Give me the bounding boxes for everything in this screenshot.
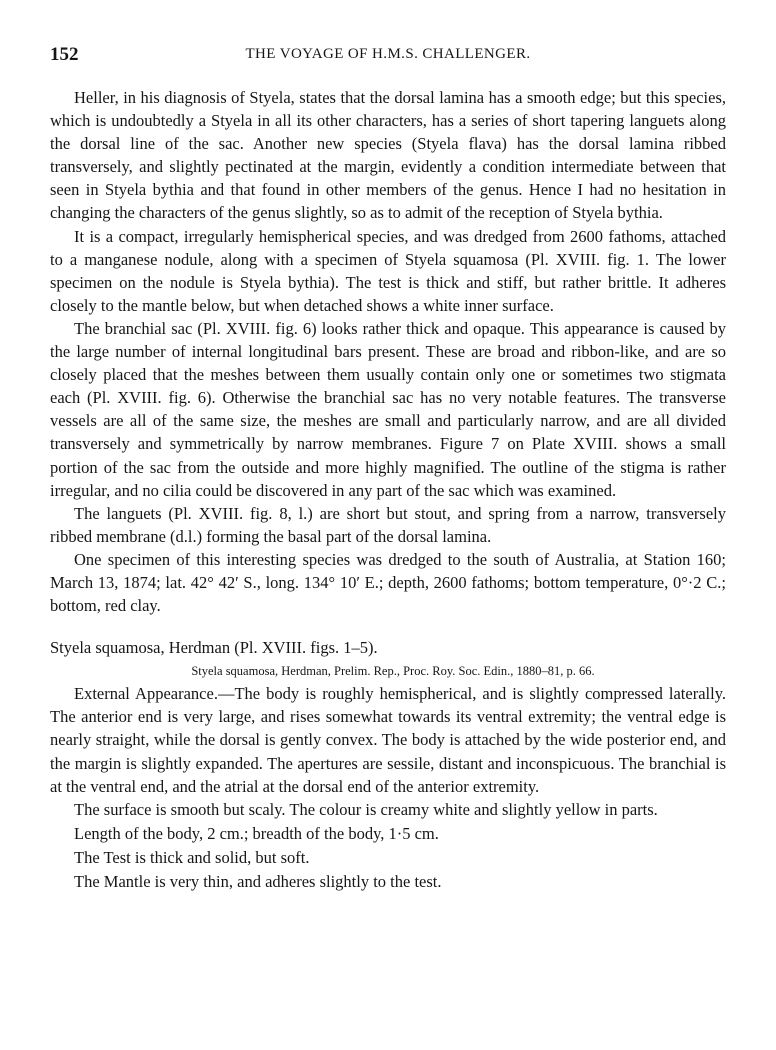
paragraph-languets: The languets (Pl. XVIII. fig. 8, l.) are short but stout, and spring from a narrow, transversely ribbed membrane (d.l.) forming the basal part of the dorsal lamina.	[50, 503, 726, 546]
synonymy-reference: Styela squamosa, Herdman, Prelim. Rep., Proc. Roy. Soc. Edin., 1880–81, p. 66.	[191, 664, 595, 679]
paragraph-surface: The surface is smooth but scaly. The colour is creamy white and slightly yellow in parts.	[74, 799, 658, 819]
paragraph-branchial-sac: The branchial sac (Pl. XVIII. fig. 6) looks rather thick and opaque. This appearance is caused by the large number of internal longitudinal bars present. These are broad and ribbon-like, and are so closely placed that the meshes between them usually contain only one or sometimes two stigmata each (Pl. XVIII. fig. 6). Otherwise the branchial sac has no very notable features. The transverse vessels are all of the same size, the meshes are small and particularly narrow, and are all divided transversely and symmetrically by narrow membranes. Figure 7 on Plate XVIII. shows a small portion of the sac from the outside and more highly magnified. The outline of the stigma is rather irregular, and no cilia could be discovered in any part of the sac which was examined.	[50, 318, 726, 500]
paragraph-mantle: The Mantle is very thin, and adheres slightly to the test.	[74, 872, 442, 891]
paragraph-dorsal-lamina: Heller, in his diagnosis of Styela, states that the dorsal lamina has a smooth edge; but this species, which is undoubtedly a Styela in all its other characters, has a series of short tapering languets along the dorsal line of the sac. Another new species (Styela flava) has the dorsal lamina ribbed transversely, and slightly pectinated at the margin, evidently a condition intermediate between that seen in Styela bythia and that found in other members of the genus. Hence I had no hesitation in changing the characters of the genus slightly, so as to admit of the reception of Styela bythia.	[50, 88, 726, 223]
paragraph-external-appearance: External Appearance.—The body is roughly hemispherical, and is slightly compressed laterally. The anterior end is very large, and rises somewhat towards its ventral extremity; the ventral edge is nearly straight, while the dorsal is gently convex. The body is attached by the wide posterior end, and the margin is slightly expanded. The apertures are sessile, distant and inconspicuous. The branchial is at the ventral end, and the atrial at the dorsal end of the anterior extremity.	[50, 684, 726, 796]
paragraph-test: The Test is thick and solid, but soft.	[74, 847, 310, 867]
paragraph-locality: One specimen of this interesting species was dredged to the south of Australia, at Station 160; March 13, 1874; lat. 42° 42′ S., long. 134° 10′ E.; depth, 2600 fathoms; bottom temperature, 0°·2 C.; bottom, red clay.	[50, 549, 726, 616]
page-number: 152	[50, 44, 79, 65]
species-heading: Styela squamosa, Herdman (Pl. XVIII. figs. 1–5).	[50, 638, 378, 658]
page-header	[50, 44, 726, 68]
body-text	[50, 86, 726, 893]
paragraph-habitat: It is a compact, irregularly hemispherical species, and was dredged from 2600 fathoms, attached to a manganese nodule, along with a specimen of Styela squamosa (Pl. XVIII. fig. 1. The lower specimen on the nodule is Styela bythia). The test is thick and stiff, but rather brittle. It adheres closely to the mantle below, but when detached shows a white inner surface.	[50, 226, 726, 315]
running-title: THE VOYAGE OF H.M.S. CHALLENGER.	[245, 46, 531, 62]
paragraph-dimensions: Length of the body, 2 cm.; breadth of the body, 1·5 cm.	[74, 823, 439, 843]
